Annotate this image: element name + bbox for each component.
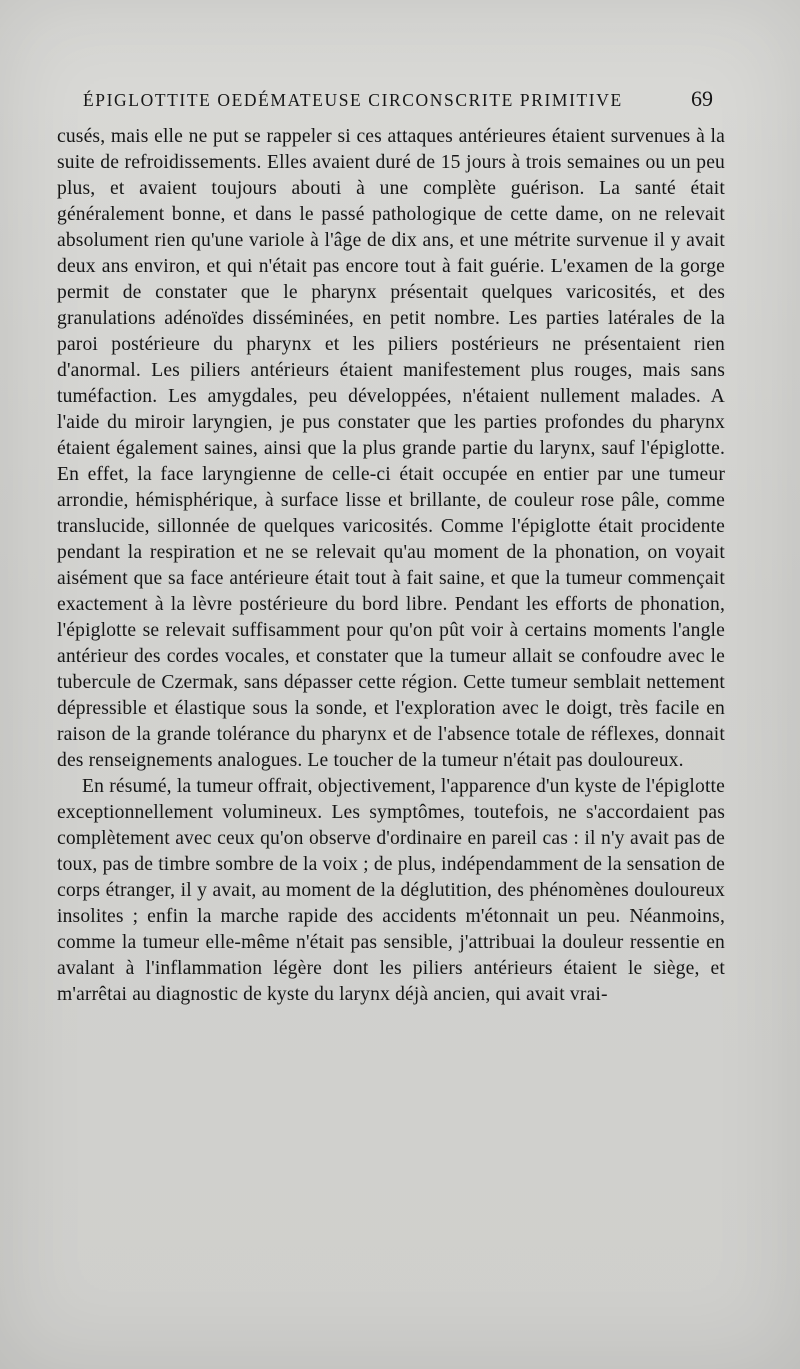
running-head [83,86,713,116]
paragraph-continued: cusés, mais elle ne put se rappeler si ces attaques antérieures étaient survenues à la suite de refroidissements. Elles avaient duré de 15 jours à trois semaines ou un peu plus, et avaient toujours abouti à une complète guérison. La santé était généralement bonne, et dans le passé pathologique de cette dame, on ne relevait absolument rien qu'une variole à l'âge de dix ans, et une métrite survenue il y avait deux ans environ, et qui n'était pas encore tout à fait guérie. L'examen de la gorge permit de constater que le pharynx présentait quelques varicosités, et des granulations adénoïdes disséminées, en petit nombre. Les parties latérales de la paroi postérieure du pharynx et les piliers postérieurs ne présentaient rien d'anormal. Les piliers antérieurs étaient manifestement plus rouges, mais sans tuméfaction. Les amygdales, peu développées, n'étaient nullement malades. A l'aide du miroir laryngien, je pus constater que les parties profondes du pharynx étaient également saines, ainsi que la plus grande partie du larynx, sauf l'épiglotte. En effet, la face laryngienne de celle-ci était occupée en entier par une tumeur arrondie, hémisphérique, à surface lisse et brillante, de couleur rose pâle, comme translucide, sillonnée de quelques varicosités. Comme l'épiglotte était procidente pendant la respiration et ne se relevait qu'au moment de la phonation, on voyait aisément que sa face antérieure était tout à fait saine, et que la tumeur commençait exactement à la lèvre postérieure du bord libre. Pendant les efforts de phonation, l'épiglotte se relevait suffisamment pour qu'on pût voir à certains moments l'angle antérieur des cordes vocales, et constater que la tumeur allait se confoudre avec le tubercule de Czermak, sans dépasser cette région. Cette tumeur semblait nettement dépressible et élastique sous la sonde, et l'exploration avec le doigt, très facile en raison de la grande tolérance du pharynx et de l'absence totale de réflexes, donnait des renseignements analogues. Le toucher de la tumeur n'était pas douloureux. [57,126,725,771]
running-head-title: ÉPIGLOTTITE OEDÉMATEUSE CIRCONSCRITE PRIMITIVE [83,90,623,110]
body-text [57,124,725,1008]
page-number: 69 [691,86,713,111]
paragraph-summary: En résumé, la tumeur offrait, objectivement, l'apparence d'un kyste de l'épiglotte exceptionnellement volumineux. Les symptômes, toutefois, ne s'accordaient pas complètement avec ceux qu'on observe d'ordinaire en pareil cas : il n'y avait pas de toux, pas de timbre sombre de la voix ; de plus, indépendamment de la sensation de corps étranger, il y avait, au moment de la déglutition, des phénomènes douloureux insolites ; enfin la marche rapide des accidents m'étonnait un peu. Néanmoins, comme la tumeur elle-même n'était pas sensible, j'attribuai la douleur ressentie en avalant à l'inflammation légère dont les piliers antérieurs étaient le siège, et m'arrêtai au diagnostic de kyste du larynx déjà ancien, qui avait vrai- [57,776,725,1005]
